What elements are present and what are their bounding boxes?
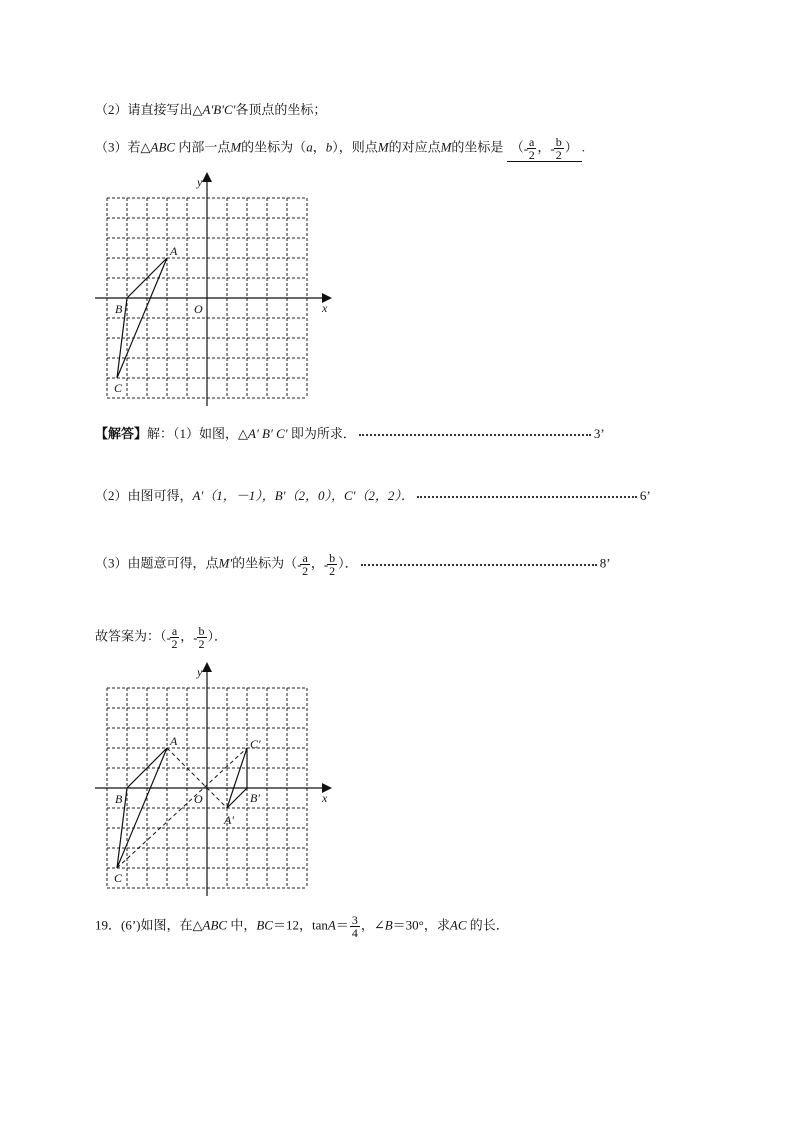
coordinate-grid-figure-1 [90, 172, 340, 412]
label-c-prime: C′ [250, 737, 261, 751]
label-a: A [170, 734, 178, 748]
solution-part-2: （2）由图可得，A'（1，－1），B'（2，0），C'（2，2）． 6’ [95, 488, 651, 503]
coordinate-grid-figure-2 [90, 662, 340, 902]
final-answer: 故答案为：（- $\frac{a}{2}$ ，- $\frac{b}{2}$ ）． [95, 624, 228, 651]
label-x-axis: x [322, 301, 328, 315]
y-axis-arrow [202, 662, 212, 672]
label-a: A [170, 244, 178, 258]
label-b: B [115, 792, 123, 806]
y-axis-arrow [202, 172, 212, 182]
label-origin: O [194, 792, 203, 806]
label-y-axis: y [197, 665, 203, 679]
solution-part-1: 【解答】解：（1）如图，△A′ B′ C′ 即为所求． 3’ [95, 426, 605, 442]
label-x-axis: x [322, 791, 328, 805]
label-b-prime: B′ [250, 791, 260, 805]
label-origin: O [194, 302, 203, 316]
label-y-axis: y [197, 175, 203, 189]
label-a-prime: A′ [224, 813, 234, 827]
label-b: B [115, 302, 123, 316]
question-2: （2）请直接写出△A'B'C'各顶点的坐标； [95, 102, 327, 117]
question-3: （3）若△ABC 内部一点M的坐标为（a，b），则点M的对应点M的坐标是 （- $\frac{a}{2}$ ，- $\frac{b}{2}$ ） . [95, 135, 585, 162]
solution-part-3: （3）由题意可得，点M'的坐标为（- $\frac{a}{2}$ ，- $\frac{b}{2}$ ）． 8’ [95, 551, 611, 578]
question-19: 19．(6’)如图，在△ABC 中，BC＝12，tanA＝ $\frac{3}{4}$ ，∠B＝30°，求AC 的长． [95, 913, 509, 940]
label-c: C [114, 381, 123, 395]
axes [95, 178, 325, 406]
answer-blank: （- $\frac{a}{2}$ ，- $\frac{b}{2}$ ） [507, 136, 582, 162]
label-c: C [114, 871, 123, 885]
